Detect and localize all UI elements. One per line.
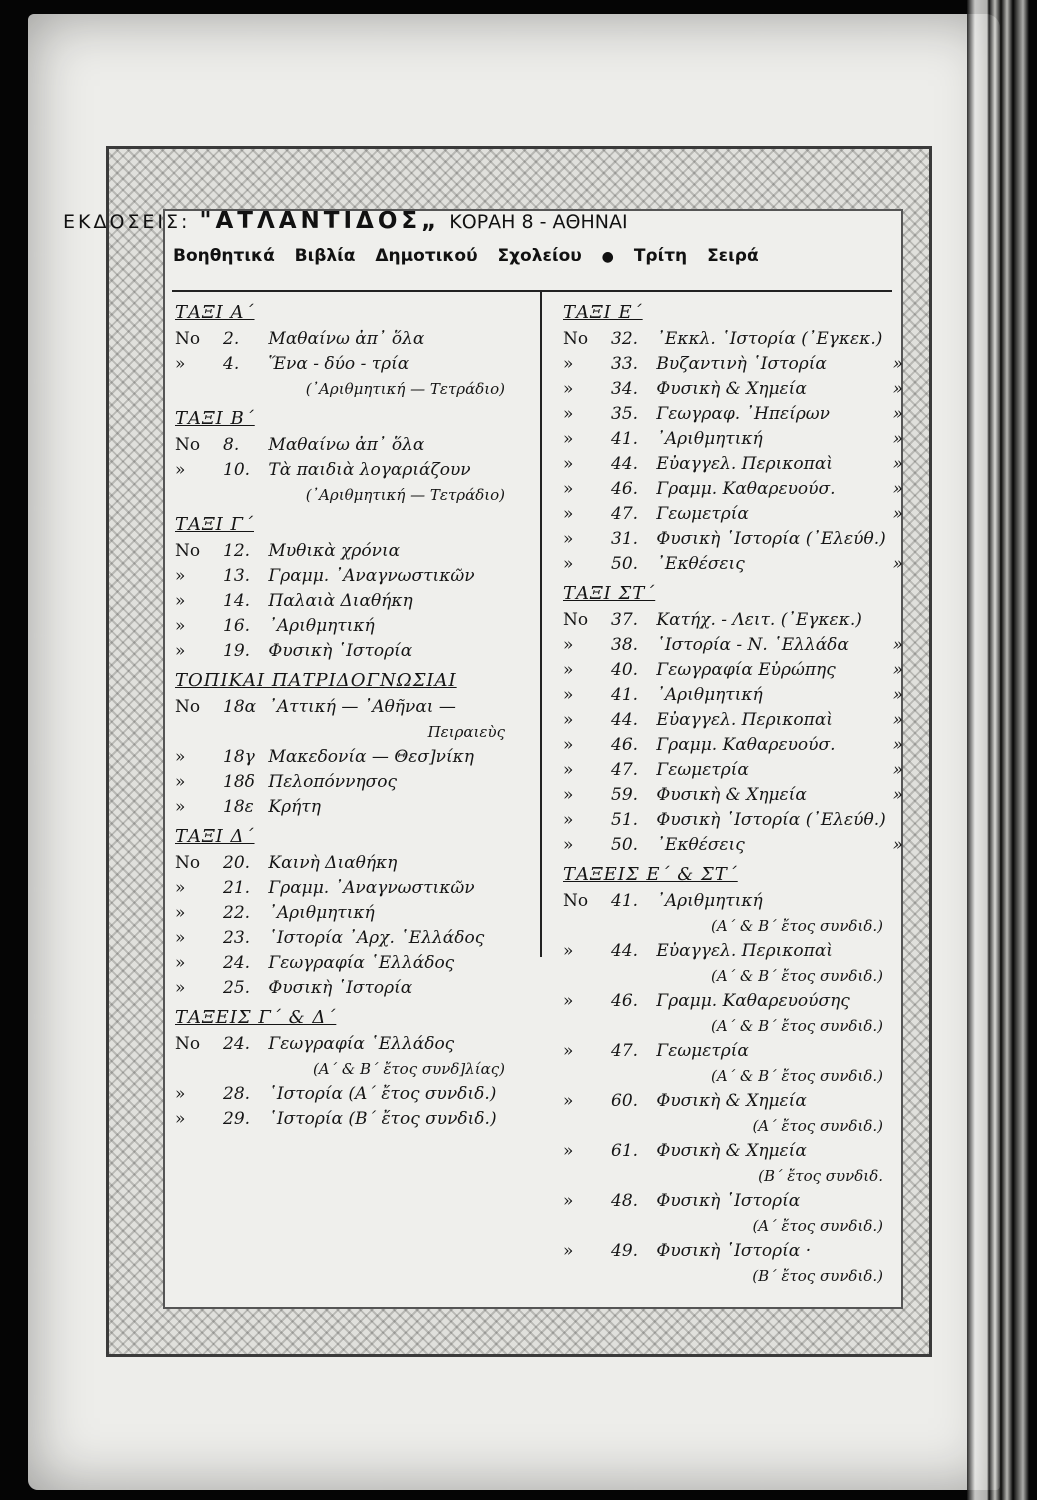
entry-title: ᾽Αριθμητική bbox=[656, 891, 763, 911]
section-heading: ΤΑΞΕΙΣ Γ΄ & Δ΄ bbox=[175, 1007, 337, 1028]
entry-title: Εὐαγγελ. Περικοπαὶ bbox=[656, 710, 833, 730]
entry-prefix: » bbox=[563, 1041, 574, 1061]
entry-ditto-mark: » bbox=[892, 454, 903, 474]
catalog-entry bbox=[175, 926, 525, 951]
entry-prefix: » bbox=[175, 591, 186, 611]
entry-prefix: Νο bbox=[563, 610, 589, 630]
entry-prefix: » bbox=[563, 379, 574, 399]
entry-prefix: » bbox=[175, 978, 186, 998]
entry-ditto-mark: » bbox=[892, 660, 903, 680]
entry-ditto-mark: » bbox=[892, 429, 903, 449]
entry-number: 29. bbox=[223, 1109, 251, 1129]
catalog-entry bbox=[563, 427, 903, 452]
catalog-entry bbox=[563, 833, 903, 858]
catalog-entry bbox=[175, 876, 525, 901]
entry-prefix: » bbox=[175, 354, 186, 374]
entry-title: Φυσικὴ ῾Ιστορία bbox=[268, 978, 413, 998]
left-column bbox=[175, 296, 525, 1132]
entry-number: 32. bbox=[611, 329, 639, 349]
entry-title: Γραμμ. ᾽Αναγνωστικῶν bbox=[268, 566, 475, 586]
catalog-entry bbox=[563, 808, 903, 833]
entry-number: 44. bbox=[611, 454, 639, 474]
entry-prefix: Νο bbox=[175, 853, 201, 873]
entry-title: ᾽Αριθμητική bbox=[268, 616, 375, 636]
catalog-entry bbox=[563, 633, 903, 658]
entry-prefix: » bbox=[175, 566, 186, 586]
entry-prefix: » bbox=[563, 760, 574, 780]
entry-number: 46. bbox=[611, 991, 639, 1011]
entry-title: Φυσικὴ ῾Ιστορία bbox=[656, 1191, 801, 1211]
entry-title: ᾽Εκθέσεις bbox=[656, 554, 745, 574]
entry-prefix: » bbox=[563, 835, 574, 855]
entry-title: ᾽Αριθμητική bbox=[268, 903, 375, 923]
catalog-entry bbox=[563, 658, 903, 683]
entry-number: 50. bbox=[611, 554, 639, 574]
entry-prefix: » bbox=[563, 1241, 574, 1261]
catalog-entry bbox=[563, 377, 903, 402]
catalog-entry bbox=[563, 683, 903, 708]
entry-ditto-mark: » bbox=[892, 685, 903, 705]
catalog-entry bbox=[563, 708, 903, 733]
entry-title: ᾽Αττική — ᾽Αθῆναι — bbox=[268, 697, 456, 717]
entry-prefix: » bbox=[175, 772, 186, 792]
entry-ditto-mark: » bbox=[892, 835, 903, 855]
entry-number: 14. bbox=[223, 591, 251, 611]
entry-title: Γεωγραφία Εὐρώπης bbox=[656, 660, 836, 680]
publisher-prefix: ΕΚΔΟΣΕΙΣ: bbox=[63, 211, 191, 233]
entry-title: Ἕνα - δύο - τρία bbox=[268, 354, 410, 374]
entry-title: Μαθαίνω ἀπ᾽ ὅλα bbox=[268, 329, 425, 349]
entry-number: 24. bbox=[223, 1034, 251, 1054]
entry-title: ῾Ιστορία (Β΄ ἔτος συνδιδ.) bbox=[268, 1109, 497, 1129]
catalog-entry bbox=[563, 1039, 903, 1064]
entry-number: 37. bbox=[611, 610, 639, 630]
entry-prefix: » bbox=[175, 1084, 186, 1104]
entry-number: 38. bbox=[611, 635, 639, 655]
entry-prefix: » bbox=[175, 616, 186, 636]
entry-number: 18δ bbox=[223, 772, 255, 792]
series-number: Τρίτη Σειρά bbox=[633, 246, 759, 266]
entry-prefix: » bbox=[563, 429, 574, 449]
entry-number: 10. bbox=[223, 460, 251, 480]
catalog-entry bbox=[563, 327, 903, 352]
entry-title: Καινὴ Διαθήκη bbox=[268, 853, 398, 873]
entry-title: Γραμμ. ᾽Αναγνωστικῶν bbox=[268, 878, 475, 898]
entry-prefix: » bbox=[563, 785, 574, 805]
catalog-entry bbox=[175, 901, 525, 926]
publisher-address: ΚΟΡΑΗ 8 - ΑΘΗΝΑΙ bbox=[449, 211, 628, 233]
entry-prefix: » bbox=[175, 460, 186, 480]
catalog-entry bbox=[563, 989, 903, 1014]
entry-number: 47. bbox=[611, 760, 639, 780]
entry-title: Τὰ παιδιὰ λογαριάζουν bbox=[268, 460, 471, 480]
catalog-entry bbox=[175, 614, 525, 639]
entry-title: Φυσικὴ & Χημεία bbox=[656, 379, 807, 399]
entry-number: 28. bbox=[223, 1084, 251, 1104]
entry-number: 35. bbox=[611, 404, 639, 424]
entry-prefix: » bbox=[563, 554, 574, 574]
entry-title: Γεωμετρία bbox=[656, 504, 749, 524]
catalog-entry bbox=[563, 1089, 903, 1114]
catalog-entry bbox=[175, 795, 525, 820]
entry-title: Γεωγραφία ῾Ελλάδος bbox=[268, 953, 455, 973]
catalog-entry bbox=[563, 402, 903, 427]
entry-ditto-mark: » bbox=[892, 504, 903, 524]
entry-ditto-mark: » bbox=[892, 710, 903, 730]
catalog-entry bbox=[563, 527, 903, 552]
catalog-entry bbox=[175, 951, 525, 976]
entry-title: Γεωμετρία bbox=[656, 760, 749, 780]
catalog-entry bbox=[563, 758, 903, 783]
entry-title: ῾Ιστορία (Α΄ ἔτος συνδιδ.) bbox=[268, 1084, 497, 1104]
catalog-entry bbox=[175, 639, 525, 664]
publisher-line bbox=[63, 208, 898, 234]
entry-title: Γεωμετρία bbox=[656, 1041, 749, 1061]
entry-ditto-mark: » bbox=[892, 760, 903, 780]
entry-note: (Α΄ & Β΄ ἔτος συνδιδ.) bbox=[711, 1067, 883, 1085]
entry-prefix: » bbox=[563, 529, 574, 549]
catalog-entry bbox=[175, 589, 525, 614]
catalog-entry bbox=[563, 552, 903, 577]
entry-ditto-mark: » bbox=[892, 785, 903, 805]
entry-prefix: Νο bbox=[175, 697, 201, 717]
entry-number: 50. bbox=[611, 835, 639, 855]
entry-title: ῾Ιστορία - Ν. ῾Ελλάδα bbox=[656, 635, 849, 655]
section-heading: ΤΑΞΙ Β΄ bbox=[175, 408, 255, 429]
entry-note: (Α΄ ἔτος συνδιδ.) bbox=[752, 1117, 883, 1135]
entry-prefix: » bbox=[175, 953, 186, 973]
entry-prefix: » bbox=[563, 735, 574, 755]
entry-number: 47. bbox=[611, 504, 639, 524]
entry-title: Βυζαντινὴ ῾Ιστορία bbox=[656, 354, 827, 374]
entry-title: Γραμμ. Καθαρευούσ. bbox=[656, 479, 836, 499]
entry-title: ῾Ιστορία ᾽Αρχ. ῾Ελλάδος bbox=[268, 928, 485, 948]
catalog-entry bbox=[175, 695, 525, 720]
entry-prefix: Νο bbox=[563, 329, 589, 349]
catalog-entry bbox=[563, 477, 903, 502]
entry-number: 46. bbox=[611, 479, 639, 499]
entry-number: 44. bbox=[611, 710, 639, 730]
entry-number: 59. bbox=[611, 785, 639, 805]
entry-number: 21. bbox=[223, 878, 251, 898]
entry-number: 19. bbox=[223, 641, 251, 661]
entry-number: 25. bbox=[223, 978, 251, 998]
right-column bbox=[563, 296, 903, 1289]
entry-note: (Α΄ & Β΄ ἔτος συνδιδ.) bbox=[711, 1017, 883, 1035]
entry-prefix: » bbox=[563, 1091, 574, 1111]
catalog-entry bbox=[563, 889, 903, 914]
catalog-entry bbox=[175, 433, 525, 458]
entry-number: 34. bbox=[611, 379, 639, 399]
entry-prefix: Νο bbox=[175, 435, 201, 455]
catalog-entry bbox=[175, 770, 525, 795]
entry-number: 18γ bbox=[223, 747, 255, 767]
entry-note: (᾽Αριθμητική — Τετράδιο) bbox=[305, 486, 505, 504]
entry-note: (Α΄ & Β΄ ἔτος συνδ]λίας) bbox=[312, 1060, 505, 1078]
catalog-entry bbox=[175, 851, 525, 876]
entry-ditto-mark: » bbox=[892, 404, 903, 424]
entry-ditto-mark: » bbox=[892, 635, 903, 655]
catalog-entry bbox=[175, 1107, 525, 1132]
entry-title: Φυσικὴ & Χημεία bbox=[656, 785, 807, 805]
entry-number: 31. bbox=[611, 529, 639, 549]
entry-title: ᾽Εκθέσεις bbox=[656, 835, 745, 855]
catalog-entry bbox=[175, 1032, 525, 1057]
entry-note: (Α΄ & Β΄ ἔτος συνδιδ.) bbox=[711, 967, 883, 985]
entry-note: (Α΄ & Β΄ ἔτος συνδιδ.) bbox=[711, 917, 883, 935]
catalog-entry bbox=[563, 939, 903, 964]
entry-title: ᾽Αριθμητική bbox=[656, 429, 763, 449]
entry-number: 8. bbox=[223, 435, 240, 455]
entry-prefix: » bbox=[563, 404, 574, 424]
entry-number: 44. bbox=[611, 941, 639, 961]
catalog-entry bbox=[175, 564, 525, 589]
catalog-entry bbox=[175, 976, 525, 1001]
entry-ditto-mark: » bbox=[892, 354, 903, 374]
entry-title: Παλαιὰ Διαθήκη bbox=[268, 591, 413, 611]
entry-prefix: » bbox=[563, 1141, 574, 1161]
entry-title: Πελοπόννησος bbox=[268, 772, 397, 792]
entry-prefix: » bbox=[175, 878, 186, 898]
entry-note: (᾽Αριθμητική — Τετράδιο) bbox=[305, 380, 505, 398]
entry-ditto-mark: » bbox=[892, 554, 903, 574]
entry-prefix: Νο bbox=[563, 891, 589, 911]
entry-prefix: » bbox=[563, 454, 574, 474]
entry-number: 16. bbox=[223, 616, 251, 636]
entry-number: 48. bbox=[611, 1191, 639, 1211]
entry-title: ᾽Εκκλ. ῾Ιστορία (᾽Εγκεκ.) bbox=[656, 329, 883, 349]
entry-number: 23. bbox=[223, 928, 251, 948]
section-heading: ΤΟΠΙΚΑΙ ΠΑΤΡΙΔΟΓΝΩΣΙΑΙ bbox=[175, 670, 457, 691]
entry-number: 60. bbox=[611, 1091, 639, 1111]
catalog-entry bbox=[563, 1139, 903, 1164]
entry-prefix: » bbox=[175, 797, 186, 817]
entry-title: ᾽Αριθμητική bbox=[656, 685, 763, 705]
entry-number: 22. bbox=[223, 903, 251, 923]
entry-prefix: » bbox=[563, 685, 574, 705]
entry-number: 49. bbox=[611, 1241, 639, 1261]
entry-ditto-mark: » bbox=[892, 735, 903, 755]
catalog-entry bbox=[175, 745, 525, 770]
entry-number: 18α bbox=[223, 697, 257, 717]
entry-title: Φυσικὴ & Χημεία bbox=[656, 1141, 807, 1161]
entry-title: Γεωγραφ. ᾽Ηπείρων bbox=[656, 404, 831, 424]
entry-prefix: » bbox=[563, 635, 574, 655]
entry-prefix: » bbox=[563, 710, 574, 730]
entry-ditto-mark: » bbox=[892, 379, 903, 399]
entry-prefix: Νο bbox=[175, 541, 201, 561]
section-heading: ΤΑΞΙ Α΄ bbox=[175, 302, 255, 323]
entry-number: 41. bbox=[611, 891, 639, 911]
paper-edges bbox=[967, 0, 1037, 1500]
entry-number: 2. bbox=[223, 329, 240, 349]
entry-prefix: Νο bbox=[175, 329, 201, 349]
catalog-entry bbox=[175, 539, 525, 564]
column-divider bbox=[540, 632, 542, 957]
bullet-icon: ● bbox=[601, 249, 614, 265]
entry-prefix: Νο bbox=[175, 1034, 201, 1054]
entry-prefix: » bbox=[175, 747, 186, 767]
series-title: Βοηθητικά Βιβλία Δημοτικού Σχολείου bbox=[173, 246, 582, 266]
entry-note: Πειραιεὺς bbox=[427, 723, 505, 741]
catalog-entry bbox=[563, 783, 903, 808]
section-heading: ΤΑΞΕΙΣ Ε΄ & ΣΤ΄ bbox=[563, 864, 738, 885]
entry-number: 61. bbox=[611, 1141, 639, 1161]
entry-title: Γραμμ. Καθαρευούσης bbox=[656, 991, 850, 1011]
entry-title: Φυσικὴ & Χημεία bbox=[656, 1091, 807, 1111]
entry-title: Γραμμ. Καθαρευούσ. bbox=[656, 735, 836, 755]
entry-note: (Β΄ ἔτος συνδιδ.) bbox=[752, 1267, 883, 1285]
entry-title: Φυσικὴ ῾Ιστορία (᾽Ελεύθ.) bbox=[656, 810, 886, 830]
entry-number: 13. bbox=[223, 566, 251, 586]
column-divider bbox=[540, 292, 542, 632]
catalog-entry bbox=[563, 452, 903, 477]
entry-number: 33. bbox=[611, 354, 639, 374]
entry-number: 40. bbox=[611, 660, 639, 680]
entry-title: Μαθαίνω ἀπ᾽ ὅλα bbox=[268, 435, 425, 455]
entry-title: Φυσικὴ ῾Ιστορία · bbox=[656, 1241, 812, 1261]
entry-prefix: » bbox=[175, 641, 186, 661]
entry-title: Γεωγραφία ῾Ελλάδος bbox=[268, 1034, 455, 1054]
entry-ditto-mark: » bbox=[892, 479, 903, 499]
entry-title: Εὐαγγελ. Περικοπαὶ bbox=[656, 941, 833, 961]
header bbox=[63, 208, 898, 266]
entry-prefix: » bbox=[563, 479, 574, 499]
catalog-entry bbox=[563, 1239, 903, 1264]
section-heading: ΤΑΞΙ Γ΄ bbox=[175, 514, 254, 535]
entry-note: (Β΄ ἔτος συνδιδ. bbox=[758, 1167, 883, 1185]
entry-prefix: » bbox=[563, 504, 574, 524]
entry-title: Εὐαγγελ. Περικοπαὶ bbox=[656, 454, 833, 474]
header-rule bbox=[172, 290, 892, 292]
entry-prefix: » bbox=[563, 1191, 574, 1211]
catalog-entry bbox=[175, 1082, 525, 1107]
entry-number: 47. bbox=[611, 1041, 639, 1061]
catalog-entry bbox=[563, 352, 903, 377]
entry-number: 20. bbox=[223, 853, 251, 873]
section-heading: ΤΑΞΙ Δ΄ bbox=[175, 826, 255, 847]
entry-title: Φυσικὴ ῾Ιστορία (᾽Ελεύθ.) bbox=[656, 529, 886, 549]
publisher-name: "ΑΤΛΑΝΤΙΔΟΣ„ bbox=[199, 208, 441, 234]
catalog-entry bbox=[175, 352, 525, 377]
catalog-entry bbox=[563, 733, 903, 758]
entry-prefix: » bbox=[175, 1109, 186, 1129]
entry-prefix: » bbox=[563, 660, 574, 680]
entry-title: Κατήχ. - Λειτ. (᾽Εγκεκ.) bbox=[656, 610, 862, 630]
entry-number: 46. bbox=[611, 735, 639, 755]
entry-note: (Α΄ ἔτος συνδιδ.) bbox=[752, 1217, 883, 1235]
section-heading: ΤΑΞΙ ΣΤ΄ bbox=[563, 583, 656, 604]
entry-prefix: » bbox=[563, 941, 574, 961]
entry-number: 41. bbox=[611, 685, 639, 705]
entry-number: 24. bbox=[223, 953, 251, 973]
catalog-entry bbox=[175, 458, 525, 483]
entry-number: 41. bbox=[611, 429, 639, 449]
catalog-entry bbox=[563, 1189, 903, 1214]
catalog-entry bbox=[563, 502, 903, 527]
entry-number: 12. bbox=[223, 541, 251, 561]
catalog-entry bbox=[175, 327, 525, 352]
entry-prefix: » bbox=[563, 354, 574, 374]
series-line bbox=[63, 246, 898, 266]
entry-number: 4. bbox=[223, 354, 240, 374]
entry-prefix: » bbox=[563, 810, 574, 830]
entry-title: Κρήτη bbox=[268, 797, 321, 817]
section-heading: ΤΑΞΙ Ε΄ bbox=[563, 302, 643, 323]
entry-number: 18ε bbox=[223, 797, 254, 817]
entry-prefix: » bbox=[175, 928, 186, 948]
entry-title: Μακεδονία — Θεσ]νίκη bbox=[268, 747, 474, 767]
entry-number: 51. bbox=[611, 810, 639, 830]
entry-prefix: » bbox=[563, 991, 574, 1011]
entry-title: Φυσικὴ ῾Ιστορία bbox=[268, 641, 413, 661]
catalog-entry bbox=[563, 608, 903, 633]
entry-title: Μυθικὰ χρόνια bbox=[268, 541, 401, 561]
entry-prefix: » bbox=[175, 903, 186, 923]
